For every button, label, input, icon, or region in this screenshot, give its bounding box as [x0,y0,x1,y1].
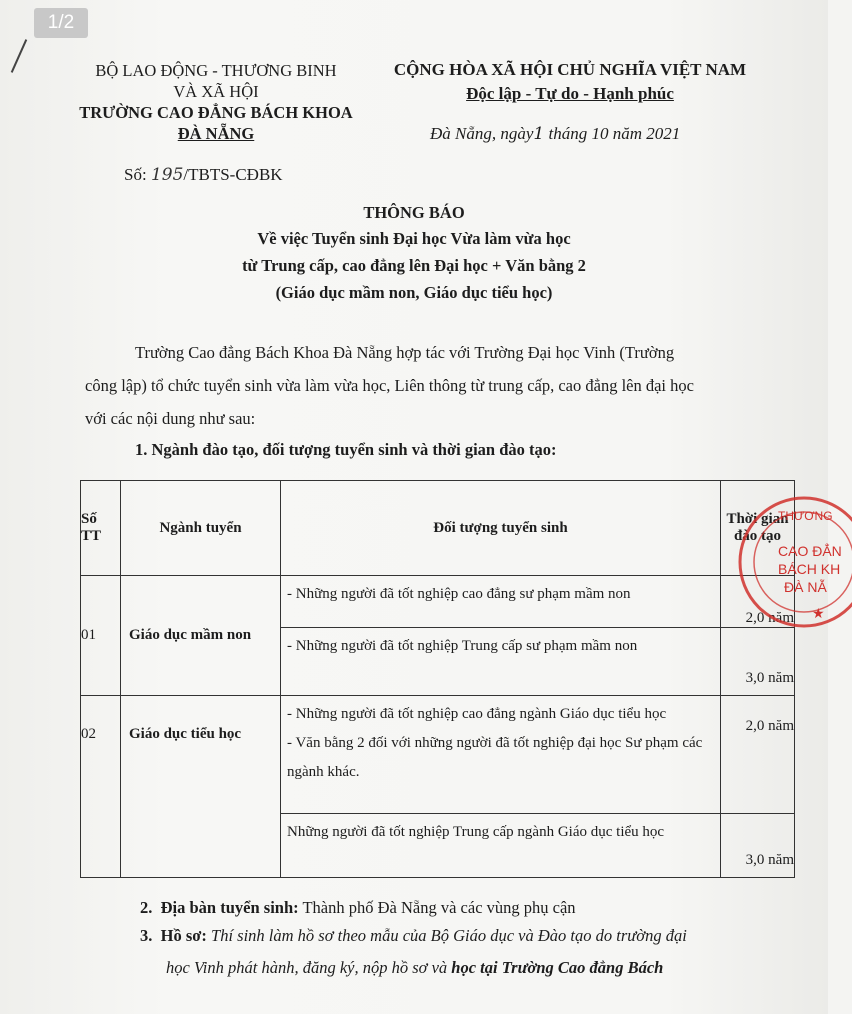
row1-target-a: - Những người đã tốt nghiệp cao đẳng sư phạm mầm non [287,586,631,602]
section-3-label: Hồ sơ: [160,926,207,945]
document-number [124,165,283,185]
section-1-heading: 1. Ngành đào tạo, đối tượng tuyển sinh và thời gian đào tạo: [135,440,557,459]
section-2-num: 2. [140,898,153,917]
header-major: Ngành tuyển [121,481,281,576]
section-2-text: Thành phố Đà Nẵng và các vùng phụ cận [298,898,576,917]
header-stt: Số TT [81,481,121,576]
row2-target-b: - Văn bằng 2 đối với những người đã tốt nghiệp đại học Sư phạm các ngành khác. [287,735,703,780]
issuer-ministry-line2: VÀ XÃ HỘI [173,82,259,101]
doc-number-suffix: /TBTS-CĐBK [183,165,283,184]
page-counter-badge: 1/2 [34,8,88,38]
section-3-num: 3. [140,926,153,945]
table-row [81,576,795,628]
notice-subtitle-3: (Giáo dục mầm non, Giáo dục tiểu học) [275,283,553,302]
stamp-text-mid3: ĐÀ NẴ [784,579,827,595]
row1-major: Giáo dục mầm non [121,576,281,696]
issuer-ministry-line1: BỘ LAO ĐỘNG - THƯƠNG BINH [95,61,337,80]
section-2-label: Địa bàn tuyển sinh: [160,898,299,917]
national-title: CỘNG HÒA XÃ HỘI CHỦ NGHĨA VIỆT NAM [393,60,747,79]
notice-subtitle-2: từ Trung cấp, cao đẳng lên Đại học + Văn bằng 2 [242,256,586,275]
stamp-text-mid2: BÁCH KH [778,561,841,577]
intro-line-2: công lập) tổ chức tuyển sinh vừa làm vừa học, Liên thông từ trung cấp, cao đẳng lên đại học [85,376,694,395]
row2-duration-a: 2,0 năm [721,696,795,814]
row1-duration-b: 3,0 năm [721,628,795,696]
stamp-star-icon: ★ [812,607,825,622]
section-3-line-2 [166,958,663,978]
row2-major: Giáo dục tiểu học [121,696,281,878]
section-3-text-1: Thí sinh làm hồ sơ theo mẫu của Bộ Giáo dục và Đào tạo do trường đại [206,926,687,945]
notice-subtitle-1: Về việc Tuyển sinh Đại học Vừa làm vừa học [257,229,571,248]
national-header [380,58,760,106]
stamp-text-mid1: CAO ĐẲN [778,543,842,559]
row1-stt: 01 [81,576,121,696]
date-day: 1 [533,124,545,144]
section-3-text-2b: học tại Trường Cao đẳng Bách [451,958,664,977]
notice-title: THÔNG BÁO [363,203,465,222]
issue-date [430,124,680,144]
pen-mark [11,39,27,73]
row2-duration-b: 3,0 năm [721,814,795,878]
intro-line-1: Trường Cao đẳng Bách Khoa Đà Nẵng hợp tác với Trường Đại học Vinh (Trường [135,343,675,362]
section-3-text-2a: học Vinh phát hành, đăng ký, nộp hồ sơ và [166,958,452,977]
national-motto: Độc lập - Tự do - Hạnh phúc [466,84,674,103]
doc-number-label: Số: [124,165,147,184]
header-duration: Thời gian đào tạo [721,481,795,576]
row2-stt: 02 [81,696,121,878]
row2-target-c: Những người đã tốt nghiệp Trung cấp ngành Giáo dục tiểu học [287,824,665,840]
stamp-text-top: THƯƠNG [778,509,833,523]
row1-target-b: - Những người đã tốt nghiệp Trung cấp sư phạm mầm non [287,638,638,654]
doc-number-handwritten: 195 [150,165,184,185]
header-target: Đối tượng tuyển sinh [281,481,721,576]
issuer-header [60,60,372,144]
issuer-school-line1: TRƯỜNG CAO ĐẲNG BÁCH KHOA [79,103,353,122]
row2-target-a: - Những người đã tốt nghiệp cao đẳng ngành Giáo dục tiểu học [287,706,667,722]
intro-line-3: với các nội dung như sau: [85,409,256,428]
table-header-row [81,481,795,576]
section-3-line-1 [140,926,687,946]
issuer-school-line2: ĐÀ NẴNG [177,124,255,143]
date-prefix: Đà Nẵng, ngày [430,124,534,143]
official-seal-stamp [732,490,852,635]
section-2 [140,898,576,918]
date-rest: tháng 10 năm 2021 [544,124,681,143]
admission-table [80,480,795,878]
table-row [81,696,795,814]
row1-duration-a: 2,0 năm [721,576,795,628]
